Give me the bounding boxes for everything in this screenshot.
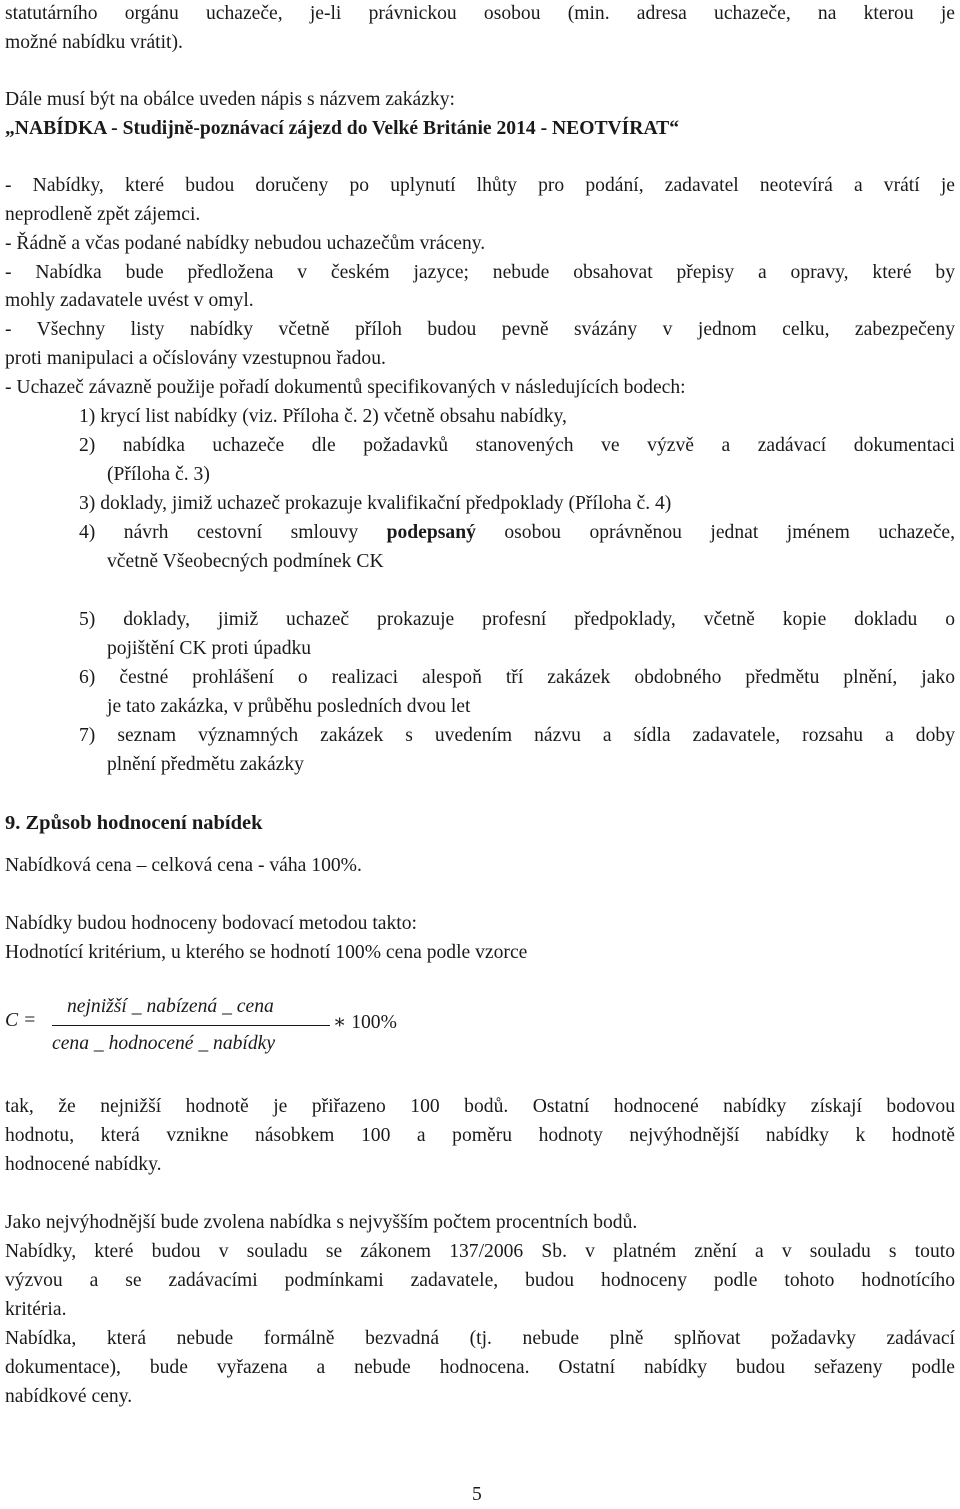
list-item: 5) doklady, jimiž uchazeč prokazuje profesní předpoklady, včetně kopie dokladu o [79,609,955,630]
list-item: 3) doklady, jimiž uchazeč prokazuje kvalifikační předpoklady (Příloha č. 4) [79,493,672,514]
text-line: možné nabídku vrátit). [5,32,183,53]
formula-lhs: C = [5,1010,37,1031]
text-line: - Nabídky, které budou doručeny po uplynutí lhůty pro podání, zadavatel neotevírá a vrátí je [5,175,955,196]
text-line: Nabídky budou hodnoceny bodovací metodou takto: [5,913,417,934]
fraction-bar [52,1025,330,1026]
text-line: - Řádně a včas podané nabídky nebudou uchazečům vráceny. [5,233,486,254]
list-item-continuation: (Příloha č. 3) [107,464,210,485]
formula-numerator: nejnižší _ nabízená _ cena [67,996,274,1017]
scoring-formula [5,990,505,1070]
text-line: nabídkové ceny. [5,1386,133,1407]
text-line: - Uchazeč závazně použije pořadí dokumentů specifikovaných v následujících bodech: [5,377,686,398]
list-item: 2) nabídka uchazeče dle požadavků stanovených ve výzvě a zadávací dokumentaci [79,435,955,456]
envelope-label: „NABÍDKA - Studijně-poznávací zájezd do Velké Británie 2014 - NEOTVÍRAT“ [5,118,680,139]
list-item-text: 4) návrh cestovní smlouvy [79,522,387,543]
formula-multiplier: ∗ 100% [333,1012,397,1033]
text-line: neprodleně zpět zájemci. [5,204,201,225]
text-line: výzvou a se zadávacími podmínkami zadavatele, budou hodnoceny podle tohoto hodnotícího [5,1270,955,1291]
text-line: Nabídky, které budou v souladu se zákonem 137/2006 Sb. v platném znění a v souladu s touto [5,1241,955,1262]
text-line: mohly zadavatele uvést v omyl. [5,290,254,311]
text-line: tak, že nejnižší hodnotě je přiřazeno 100 bodů. Ostatní hodnocené nabídky získají bodovou [5,1096,955,1117]
list-item: 7) seznam významných zakázek s uvedením názvu a sídla zadavatele, rozsahu a doby [79,725,955,746]
text-line: - Všechny listy nabídky včetně příloh budou pevně svázány v jednom celku, zabezpečeny [5,319,955,340]
list-item-text: osobou oprávněnou jednat jménem uchazeče, [475,522,955,543]
signed-emphasis: podepsaný [386,522,476,543]
section-heading: 9. Způsob hodnocení nabídek [5,812,263,834]
formula-denominator: cena _ hodnocené _ nabídky [52,1033,276,1054]
text-line: Dále musí být na obálce uveden nápis s názvem zakázky: [5,89,455,110]
text-line: - Nabídka bude předložena v českém jazyce; nebude obsahovat přepisy a opravy, které by [5,262,955,283]
text-line: dokumentace), bude vyřazena a nebude hodnocena. Ostatní nabídky budou seřazeny podle [5,1357,955,1378]
list-item: 1) krycí list nabídky (viz. Příloha č. 2) včetně obsahu nabídky, [79,406,567,427]
page-number: 5 [472,1484,482,1505]
text-line: Nabídka, která nebude formálně bezvadná (tj. nebude plně splňovat požadavky zadávací [5,1328,955,1349]
list-item-continuation: pojištění CK proti úpadku [107,638,312,659]
text-line: proti manipulaci a očíslovány vzestupnou řadou. [5,348,386,369]
text-line: Hodnotící kritérium, u kterého se hodnotí 100% cena podle vzorce [5,942,528,963]
text-line: hodnotu, která vznikne násobkem 100 a poměru hodnoty nejvýhodnější nabídky k hodnotě [5,1125,955,1146]
text-line: hodnocené nabídky. [5,1154,162,1175]
text-line: kritéria. [5,1299,67,1320]
list-item [79,521,955,545]
text-line: Jako nejvýhodnější bude zvolena nabídka s nejvyšším počtem procentních bodů. [5,1212,638,1233]
list-item-continuation: plnění předmětu zakázky [107,754,304,775]
list-item-continuation: včetně Všeobecných podmínek CK [107,551,384,572]
text-line: Nabídková cena – celková cena - váha 100%. [5,855,362,876]
list-item: 6) čestné prohlášení o realizaci alespoň tří zakázek obdobného předmětu plnění, jako [79,667,955,688]
list-item-continuation: je tato zakázka, v průběhu posledních dvou let [107,696,471,717]
text-line: statutárního orgánu uchazeče, je-li právnickou osobou (min. adresa uchazeče, na kterou je [5,3,955,24]
